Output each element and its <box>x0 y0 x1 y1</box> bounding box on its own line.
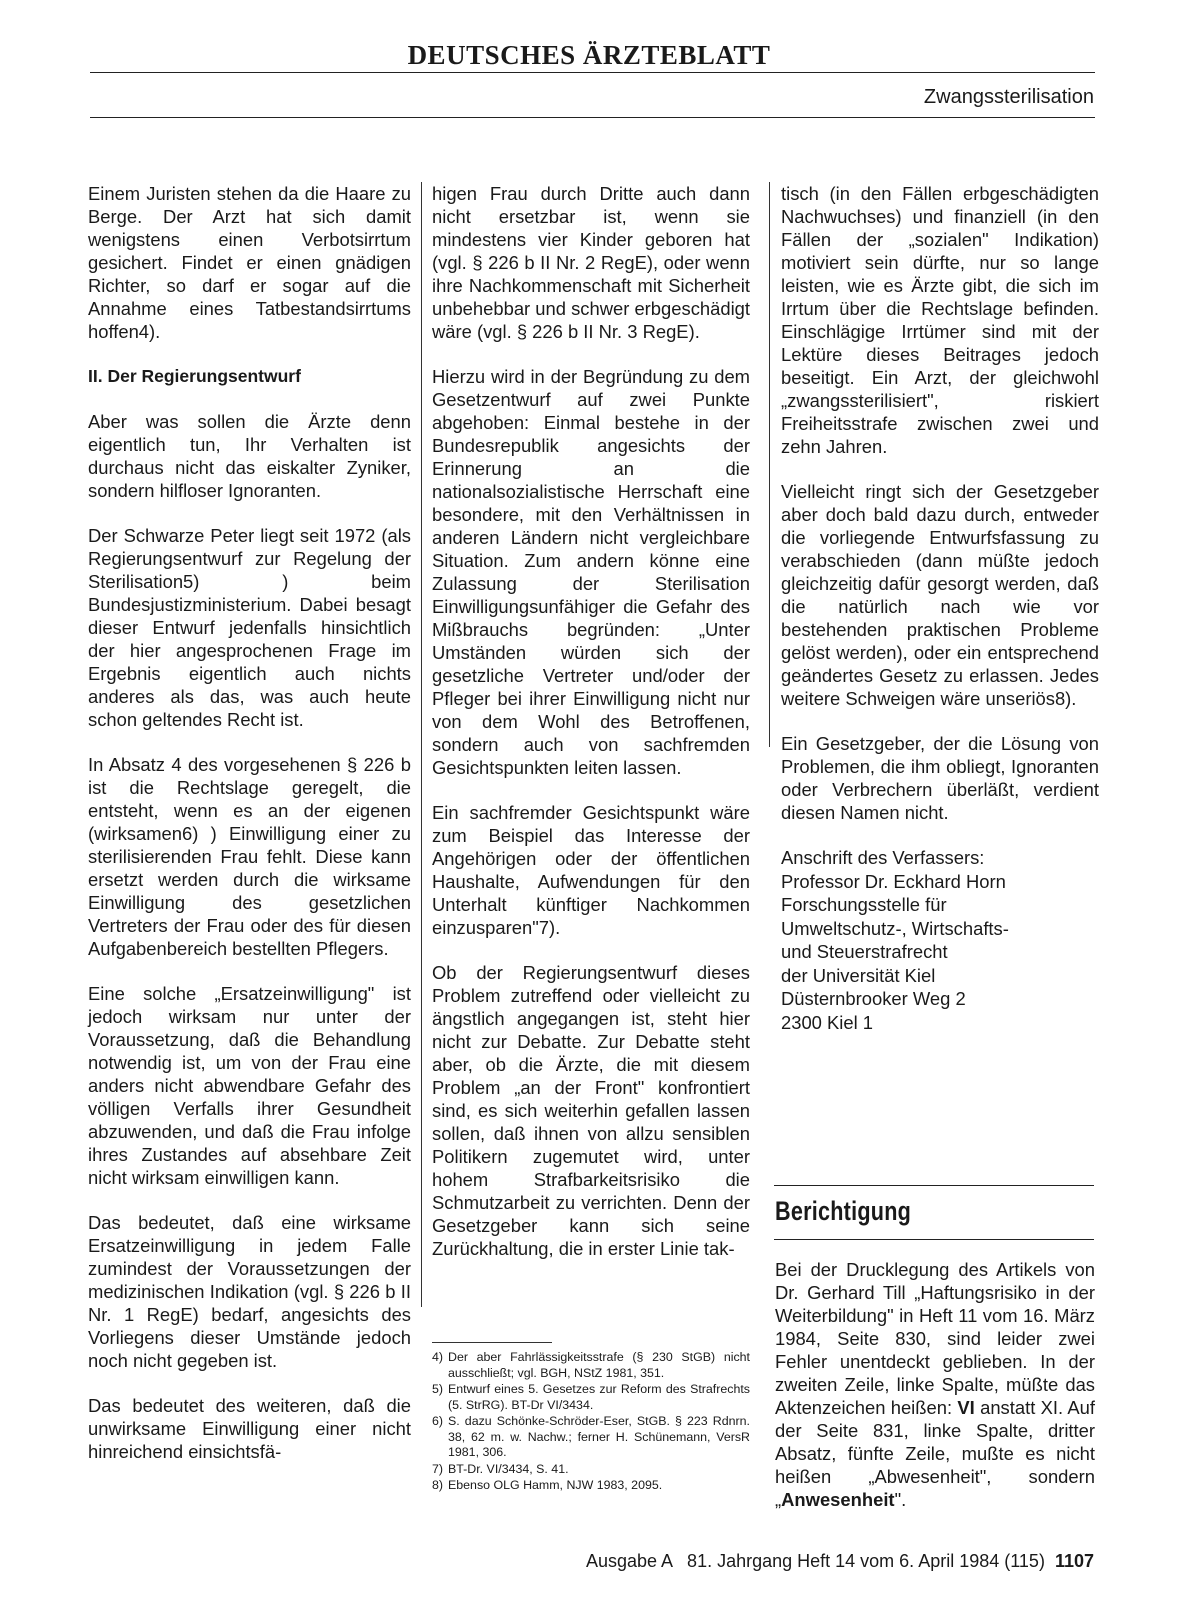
address-line: Düsternbrooker Weg 2 <box>781 988 966 1009</box>
footnote-text: Entwurf eines 5. Gesetzes zur Reform des Strafrechts (5. StrRG). BT-Dr VI/3434. <box>448 1382 750 1412</box>
column-2 <box>432 182 750 1282</box>
paragraph: Hierzu wird in der Begründung zu dem Gesetzentwurf auf zwei Punkte abgehoben: Einmal bestehe in der Bundesrepublik angesichts der Erinnerung an die nationalsozialistische Herrschaft eine besondere, mit den Verhältnissen in anderen Ländern nicht vergleichbare Situation. Zum andern könne eine Zulassung der Sterilisation Einwilligungsunfähiger die Gefahr des Mißbrauchs begründen: „Unter Umständen würden sich der gesetzliche Vertreter und/oder der Pfleger bei ihrer Einwilligung nicht nur von dem Wohl des Betroffenen, sondern auch von sachfremden Gesichtspunkten leiten lassen. <box>432 366 750 778</box>
masthead: DEUTSCHES ÄRZTEBLATT <box>407 40 771 70</box>
footnotes <box>432 1350 750 1495</box>
paragraph: Eine solche „Ersatzeinwilligung" ist jedoch wirksam nur unter der Voraussetzung, daß die Behandlung notwendig ist, um von der Frau eine anders nicht abwendbare Gefahr des völligen Verfalls ihrer Gesundheit abzuwenden, und daß die Frau infolge ihres Zustandes auf absehbare Zeit nicht wirksam einwilligen kann. <box>88 983 411 1188</box>
footnote-rule <box>432 1342 552 1343</box>
footnote-text: Der aber Fahrlässigkeitsstrafe (§ 230 StGB) nicht ausschließt; vgl. BGH, NStZ 1981, 351. <box>448 1350 750 1380</box>
footnote-number: 6) <box>432 1414 444 1428</box>
correction-text-part: anstatt XI. Auf der Seite 831, linke Spalte, dritter Absatz, fünfte Zeile, mußte es nicht heißen „Abwesenheit", sondern „ <box>775 1397 1095 1510</box>
footnote <box>432 1382 750 1413</box>
correction-text-part: ". <box>894 1489 907 1510</box>
paragraph: higen Frau durch Dritte auch dann nicht ersetzbar ist, wenn sie mindestens vier Kinder geboren hat (vgl. § 226 b II Nr. 2 RegE), oder wenn ihre Nachkommenschaft mit Sicherheit unbehebbar und schwer erbgeschädigt wäre (vgl. § 226 b II Nr. 3 RegE). <box>432 183 750 342</box>
page-footer <box>586 1551 1094 1572</box>
correction-rule-bottom <box>774 1239 1094 1240</box>
header-rule <box>90 72 1095 73</box>
footnote-text: S. dazu Schönke-Schröder-Eser, StGB. § 223 Rdnrn. 38, 62 m. w. Nachw.; ferner H. Schünemann, VersR 1981, 306. <box>448 1414 750 1459</box>
correction-rule-top <box>774 1185 1094 1186</box>
correction-text-part: Bei der Drucklegung des Artikels von Dr. Gerhard Till „Haftungsrisiko in der Weiterbildung" in Heft 11 vom 16. März 1984, Seite 830, sind leider zwei Fehler unentdeckt geblieben. In der zweiten Zeile, linke Spalte, müßte das Aktenzeichen heißen: <box>775 1259 1095 1418</box>
paragraph: Vielleicht ringt sich der Gesetzgeber aber doch bald dazu durch, entweder die vorliegende Entwurfsfassung zu verabschieden (dann müßte jedoch gleichzeitig dafür gesorgt werden, daß die natürlich nach wie vor bestehenden praktischen Probleme gelöst werden), oder ein entsprechend geändertes Gesetz zu erlassen. Jedes weitere Schweigen wäre unseriös8). <box>781 481 1099 709</box>
correction-title: Berichtigung <box>775 1196 912 1226</box>
paragraph: Ein sachfremder Gesichtspunkt wäre zum Beispiel das Interesse der Angehörigen oder der öffentlichen Haushalte, Aufwendungen für den Unterhalt künftiger Nachkommen einzusparen"7). <box>432 802 750 938</box>
footnote-number: 4) <box>432 1350 444 1364</box>
section-heading: II. Der Regierungsentwurf <box>88 366 301 386</box>
address-line: Umweltschutz-, Wirtschafts- <box>781 917 1009 939</box>
column-divider-1 <box>421 182 422 1307</box>
paragraph: Das bedeutet des weiteren, daß die unwirksame Einwilligung einer nicht hinreichend einsichtsfä- <box>88 1395 411 1462</box>
footnote-text: BT-Dr. VI/3434, S. 41. <box>448 1461 569 1476</box>
address-line: Professor Dr. Eckhard Horn <box>781 870 1006 892</box>
footnote-number: 8) <box>432 1478 444 1492</box>
paragraph: Das bedeutet, daß eine wirksame Ersatzeinwilligung in jedem Falle zumindest der Voraussetzungen der medizinischen Indikation (vgl. § 226 b II Nr. 1 RegE) bedarf, angesichts des Vorliegens dieser Umstände jedoch noch nicht gegeben ist. <box>88 1212 411 1371</box>
paragraph: Aber was sollen die Ärzte denn eigentlich tun, Ihr Verhalten ist durchaus nicht das eiskalter Zyniker, sondern hilfloser Ignoranten. <box>88 411 411 501</box>
address-line: 2300 Kiel 1 <box>781 1011 874 1033</box>
column-divider-2 <box>769 182 770 747</box>
issue-info: Ausgabe A 81. Jahrgang Heft 14 vom 6. April 1984 (115) <box>585 1551 1045 1571</box>
paragraph: Ein Gesetzgeber, der die Lösung von Problemen, die ihm obliegt, Ignoranten oder Verbrechern überläßt, verdient diesen Namen nicht. <box>781 733 1099 823</box>
address-line: Anschrift des Verfassers: <box>781 847 985 868</box>
author-address <box>781 846 1099 1034</box>
footnote <box>432 1462 750 1478</box>
correction-bold: Anwesenheit <box>781 1489 895 1510</box>
paragraph: tisch (in den Fällen erbgeschädigten Nachwuchses) und finanziell (in den Fällen der „sozialen" Indikation) motiviert sein dürfte, nur so lange leisten, wie es Ärzte gibt, die sich im Irrtum über die Rechtslage befinden. Einschlägige Irrtümer sind mit der Lektüre dieses Beitrages jedoch beseitigt. Ein Arzt, der gleichwohl „zwangssterilisiert", riskiert Freiheitsstrafe zwischen zwei und zehn Jahren. <box>781 183 1099 457</box>
footnote <box>432 1350 750 1381</box>
section-label: Zwangssterilisation <box>923 86 1094 108</box>
column-3 <box>781 182 1099 1034</box>
paragraph: Einem Juristen stehen da die Haare zu Berge. Der Arzt hat sich damit wenigstens einen Verbotsirrtum gesichert. Findet er einen gnädigen Richter, so darf er sogar auf die Annahme eines Tatbestandsirrtums hoffen4). <box>88 183 411 342</box>
header-rule-lower <box>90 117 1095 118</box>
address-line: der Universität Kiel <box>781 964 936 986</box>
address-line: Forschungsstelle für <box>781 894 947 915</box>
correction-bold: VI <box>957 1397 975 1418</box>
footnote <box>432 1478 750 1494</box>
correction-text <box>775 1258 1095 1511</box>
footnote-text: Ebenso OLG Hamm, NJW 1983, 2095. <box>448 1478 663 1492</box>
address-line: und Steuerstrafrecht <box>781 941 948 962</box>
page-number: 1107 <box>1054 1551 1094 1571</box>
footnote-number: 5) <box>432 1382 444 1396</box>
paragraph: In Absatz 4 des vorgesehenen § 226 b ist die Rechtslage geregelt, die entsteht, wenn es an der eigenen (wirksamen6) ) Einwilligung einer zu sterilisierenden Frau fehlt. Diese kann ersetzt werden durch die wirksame Einwilligung des gesetzlichen Vertreters der Frau oder des für diesen Aufgabenbereich bestellten Pflegers. <box>88 754 411 959</box>
footnote <box>432 1414 750 1461</box>
paragraph: Der Schwarze Peter liegt seit 1972 (als Regierungsentwurf zur Regelung der Sterilisation5) ) beim Bundesjustizministerium. Dabei besagt dieser Entwurf jedenfalls hinsichtlich der hier angesprochenen Frage im Ergebnis eigentlich auch nichts anderes als das, was auch heute schon geltendes Recht ist. <box>88 525 411 730</box>
paragraph: Ob der Regierungsentwurf dieses Problem zutreffend oder vielleicht zu ängstlich angegangen ist, steht hier nicht zur Debatte. Zur Debatte steht aber, ob die Ärzte, die mit diesem Problem „an der Front" konfrontiert sind, es sich weiterhin gefallen lassen sollen, daß ihnen von allzu sensiblen Politikern zugemutet wird, unter hohem Strafbarkeitsrisiko die Schmutzarbeit zu verrichten. Denn der Gesetzgeber kann sich seine Zurückhaltung, die in erster Linie tak- <box>432 962 750 1259</box>
footnote-number: 7) <box>432 1461 444 1476</box>
column-1 <box>88 182 411 1485</box>
